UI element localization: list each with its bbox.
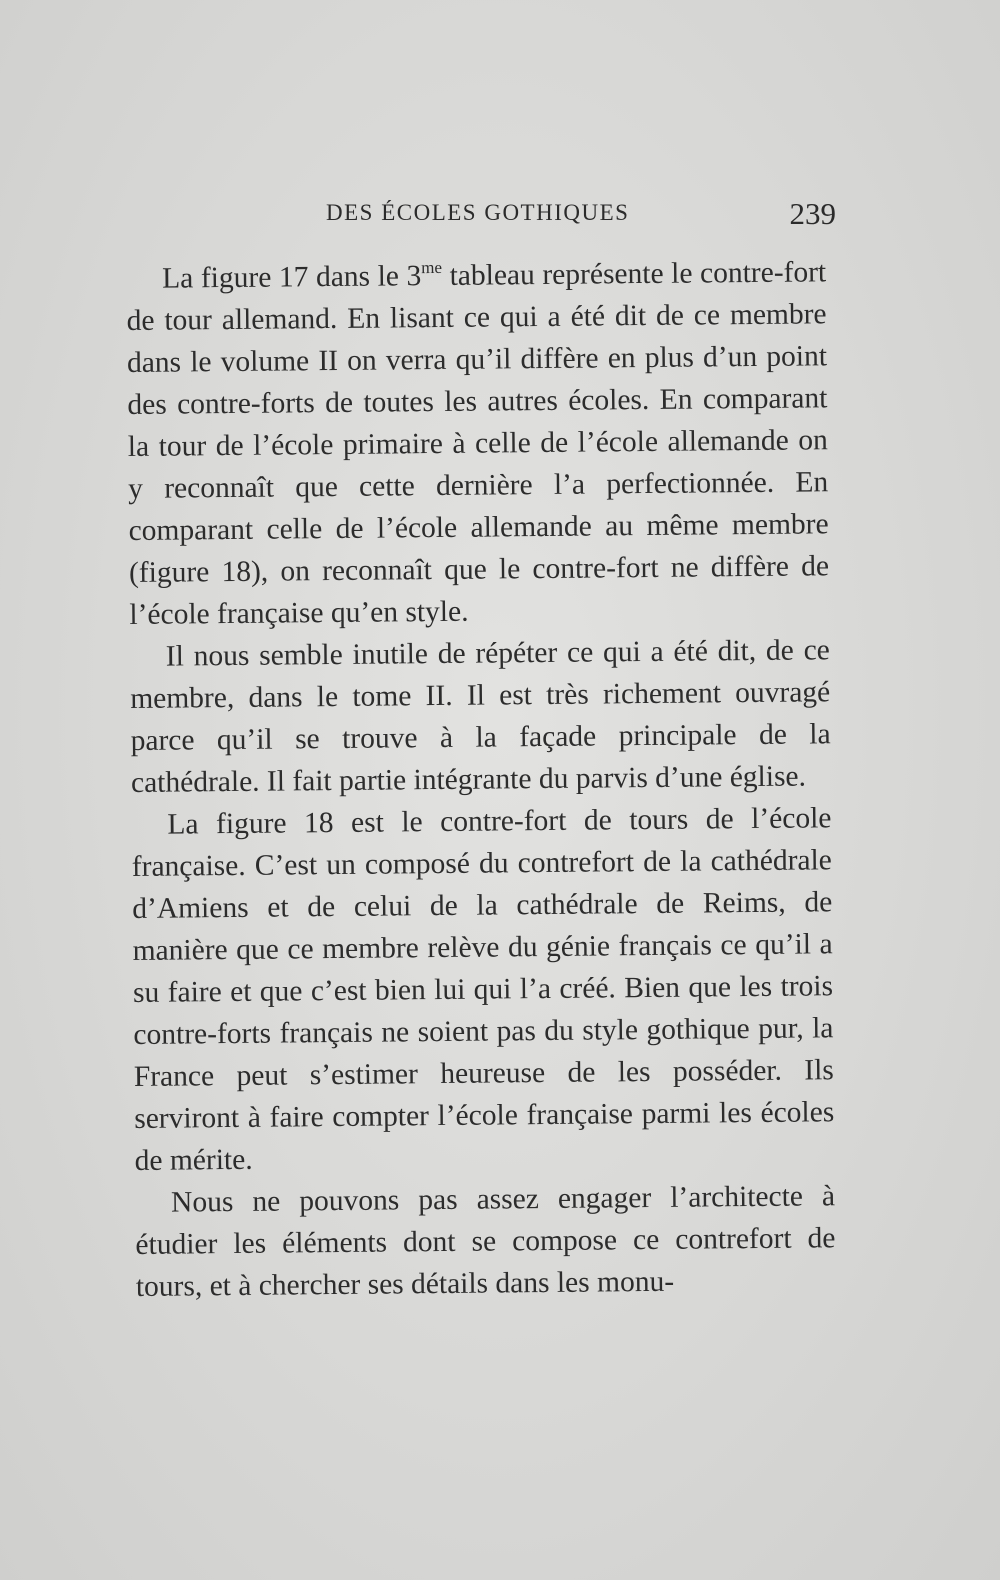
page-header bbox=[326, 196, 836, 236]
paragraph-2: Il nous semble inutile de répéter ce qui a été dit, de ce membre, dans le tome II. Il est très richement ouvragé parce qu’il se trouve à la façade principale de la cathédrale. Il fait partie intégrante du parvis d’une église. bbox=[130, 634, 831, 799]
body-text bbox=[126, 251, 836, 1308]
paragraph-1-start: La figure 17 dans le 3 bbox=[162, 260, 422, 295]
paragraph-3: La figure 18 est le contre-fort de tours de l’école française. C’est un composé du contrefort de la cathédrale d’Amiens et de celui de la cathédrale de Reims, de manière que ce membre relève du génie français ce qu’il a su faire et que c’est bien lui qui l’a créé. Bien que les trois contre-forts français ne soient pas du style gothique pur, la France peut s’estimer heureuse de les posséder. Ils serviront à faire compter l’école française parmi les écoles de mérite. bbox=[131, 802, 835, 1177]
ordinal-superscript: me bbox=[421, 257, 443, 278]
page-number: 239 bbox=[789, 196, 836, 231]
paragraph-1-rest: tableau représente le contre-fort de tour allemand. En lisant ce qui a été dit de ce membre dans le volume II on verra qu’il diffère en plus d’un point des contre-forts de toutes les autres écoles. En comparant la tour de l’école primaire à celle de l’école allemande on y reconnaît que cette dernière l’a perfectionnée. En comparant celle de l’école allemande au même membre (figure 18), on reconnaît que le contre-fort ne diffère de l’école française qu’en style. bbox=[126, 256, 830, 631]
paragraph-1 bbox=[126, 251, 830, 636]
running-title: DES ÉCOLES GOTHIQUES bbox=[326, 200, 630, 225]
paragraph-4: Nous ne pouvons pas assez engager l’architecte à étudier les éléments dont se compose ce contrefort de tours, et à chercher ses détails dans les monu- bbox=[135, 1180, 836, 1303]
